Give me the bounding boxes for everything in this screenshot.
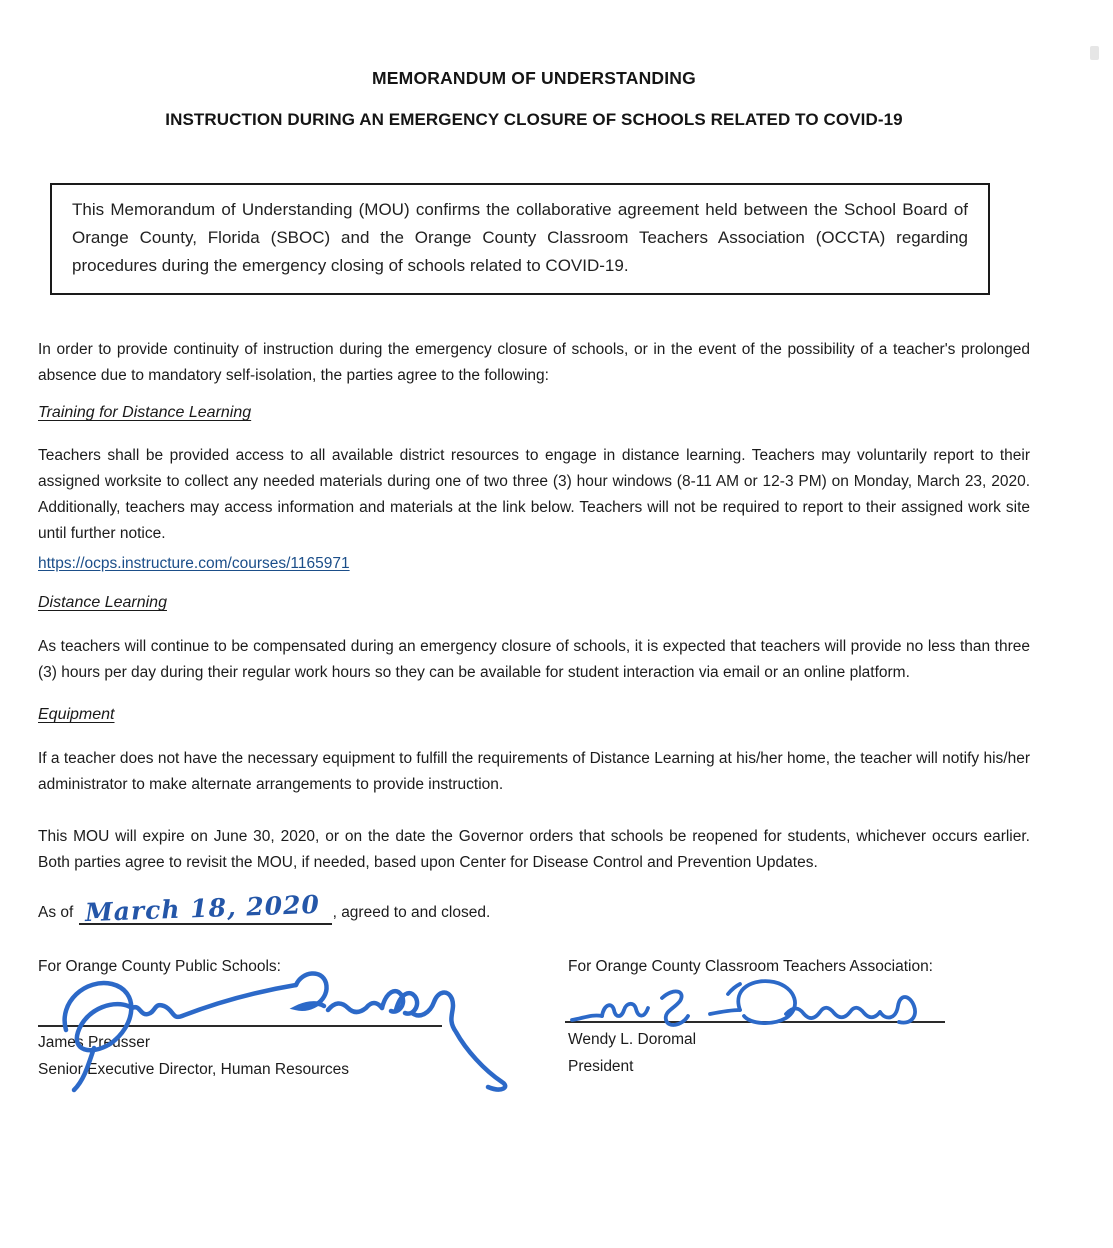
section-heading-distance-learning: Distance Learning bbox=[38, 594, 167, 611]
signature-wendy-doromal-ink bbox=[560, 976, 980, 1046]
signee-title-ocps: Senior Executive Director, Human Resources bbox=[38, 1061, 349, 1078]
link-line bbox=[38, 551, 1030, 577]
section-paragraph-distance-learning: As teachers will continue to be compensated during an emergency closure of schools, it is expected that teachers will provide no less than three (3) hours per day during their regular work hours so they can be available for student interaction via email or an online platform. bbox=[38, 638, 1030, 681]
signee-name-ocps: James Preusser bbox=[38, 1034, 150, 1051]
intro-paragraph: In order to provide continuity of instruction during the emergency closure of schools, or in the event of the possibility of a teacher's prolonged absence due to mandatory self-isolation, the parties agree to the following: bbox=[38, 341, 1030, 384]
course-link[interactable]: https://ocps.instructure.com/courses/1165971 bbox=[38, 555, 350, 572]
document-subtitle: INSTRUCTION DURING AN EMERGENCY CLOSURE OF SCHOOLS RELATED TO COVID-19 bbox=[165, 110, 903, 129]
section-paragraph-training: Teachers shall be provided access to all available district resources to engage in distance learning. Teachers may voluntarily report to their assigned worksite to collect any needed materials during one of two three (3) hour windows (8-11 AM or 12-3 PM) on Monday, March 23, 2020. Additionally, teachers may access information and materials at the link below. Teachers will not be required to report to their assigned work site until further notice. bbox=[38, 447, 1030, 542]
handwritten-date: March 18, 2020 bbox=[84, 889, 321, 928]
handwritten-date-underline bbox=[79, 889, 332, 928]
expiration-paragraph: This MOU will expire on June 30, 2020, or on the date the Governor orders that schools be reopened for students, whichever occurs earlier. Both parties agree to revisit the MOU, if needed, based upon Center for Disease Control and Prevention Updates. bbox=[38, 828, 1030, 871]
signee-name-occta: Wendy L. Doromal bbox=[568, 1031, 697, 1048]
section-heading-training: Training for Distance Learning bbox=[38, 404, 252, 421]
section-paragraph-equipment: If a teacher does not have the necessary equipment to fulfill the requirements of Distance Learning at his/her home, the teacher will notify his/her administrator to make alternate arrangements to provide instruction. bbox=[38, 750, 1030, 793]
signee-title-occta: President bbox=[568, 1058, 634, 1075]
signature-block-occta bbox=[568, 958, 1030, 1075]
for-line-occta: For Orange County Classroom Teachers Association: bbox=[568, 958, 933, 975]
summary-box: This Memorandum of Understanding (MOU) confirms the collaborative agreement held between the School Board of Orange County, Florida (SBOC) and the Orange County Classroom Teachers Association (OCCTA) regarding procedures during the emergency closing of schools related to COVID-19. bbox=[50, 183, 990, 295]
signature-section bbox=[38, 958, 1030, 1158]
document-content bbox=[38, 0, 1030, 1158]
signature-james-preusser-ink bbox=[28, 964, 528, 1099]
scan-artifact bbox=[1090, 46, 1099, 60]
section-heading-equipment: Equipment bbox=[38, 706, 115, 723]
closing-suffix: , agreed to and closed. bbox=[332, 904, 491, 921]
signature-block-ocps bbox=[38, 958, 538, 1078]
closing-prefix: As of bbox=[38, 904, 78, 921]
closing-line bbox=[38, 889, 1030, 942]
document-title: MEMORANDUM OF UNDERSTANDING bbox=[372, 68, 696, 88]
for-line-ocps: For Orange County Public Schools: bbox=[38, 958, 281, 975]
